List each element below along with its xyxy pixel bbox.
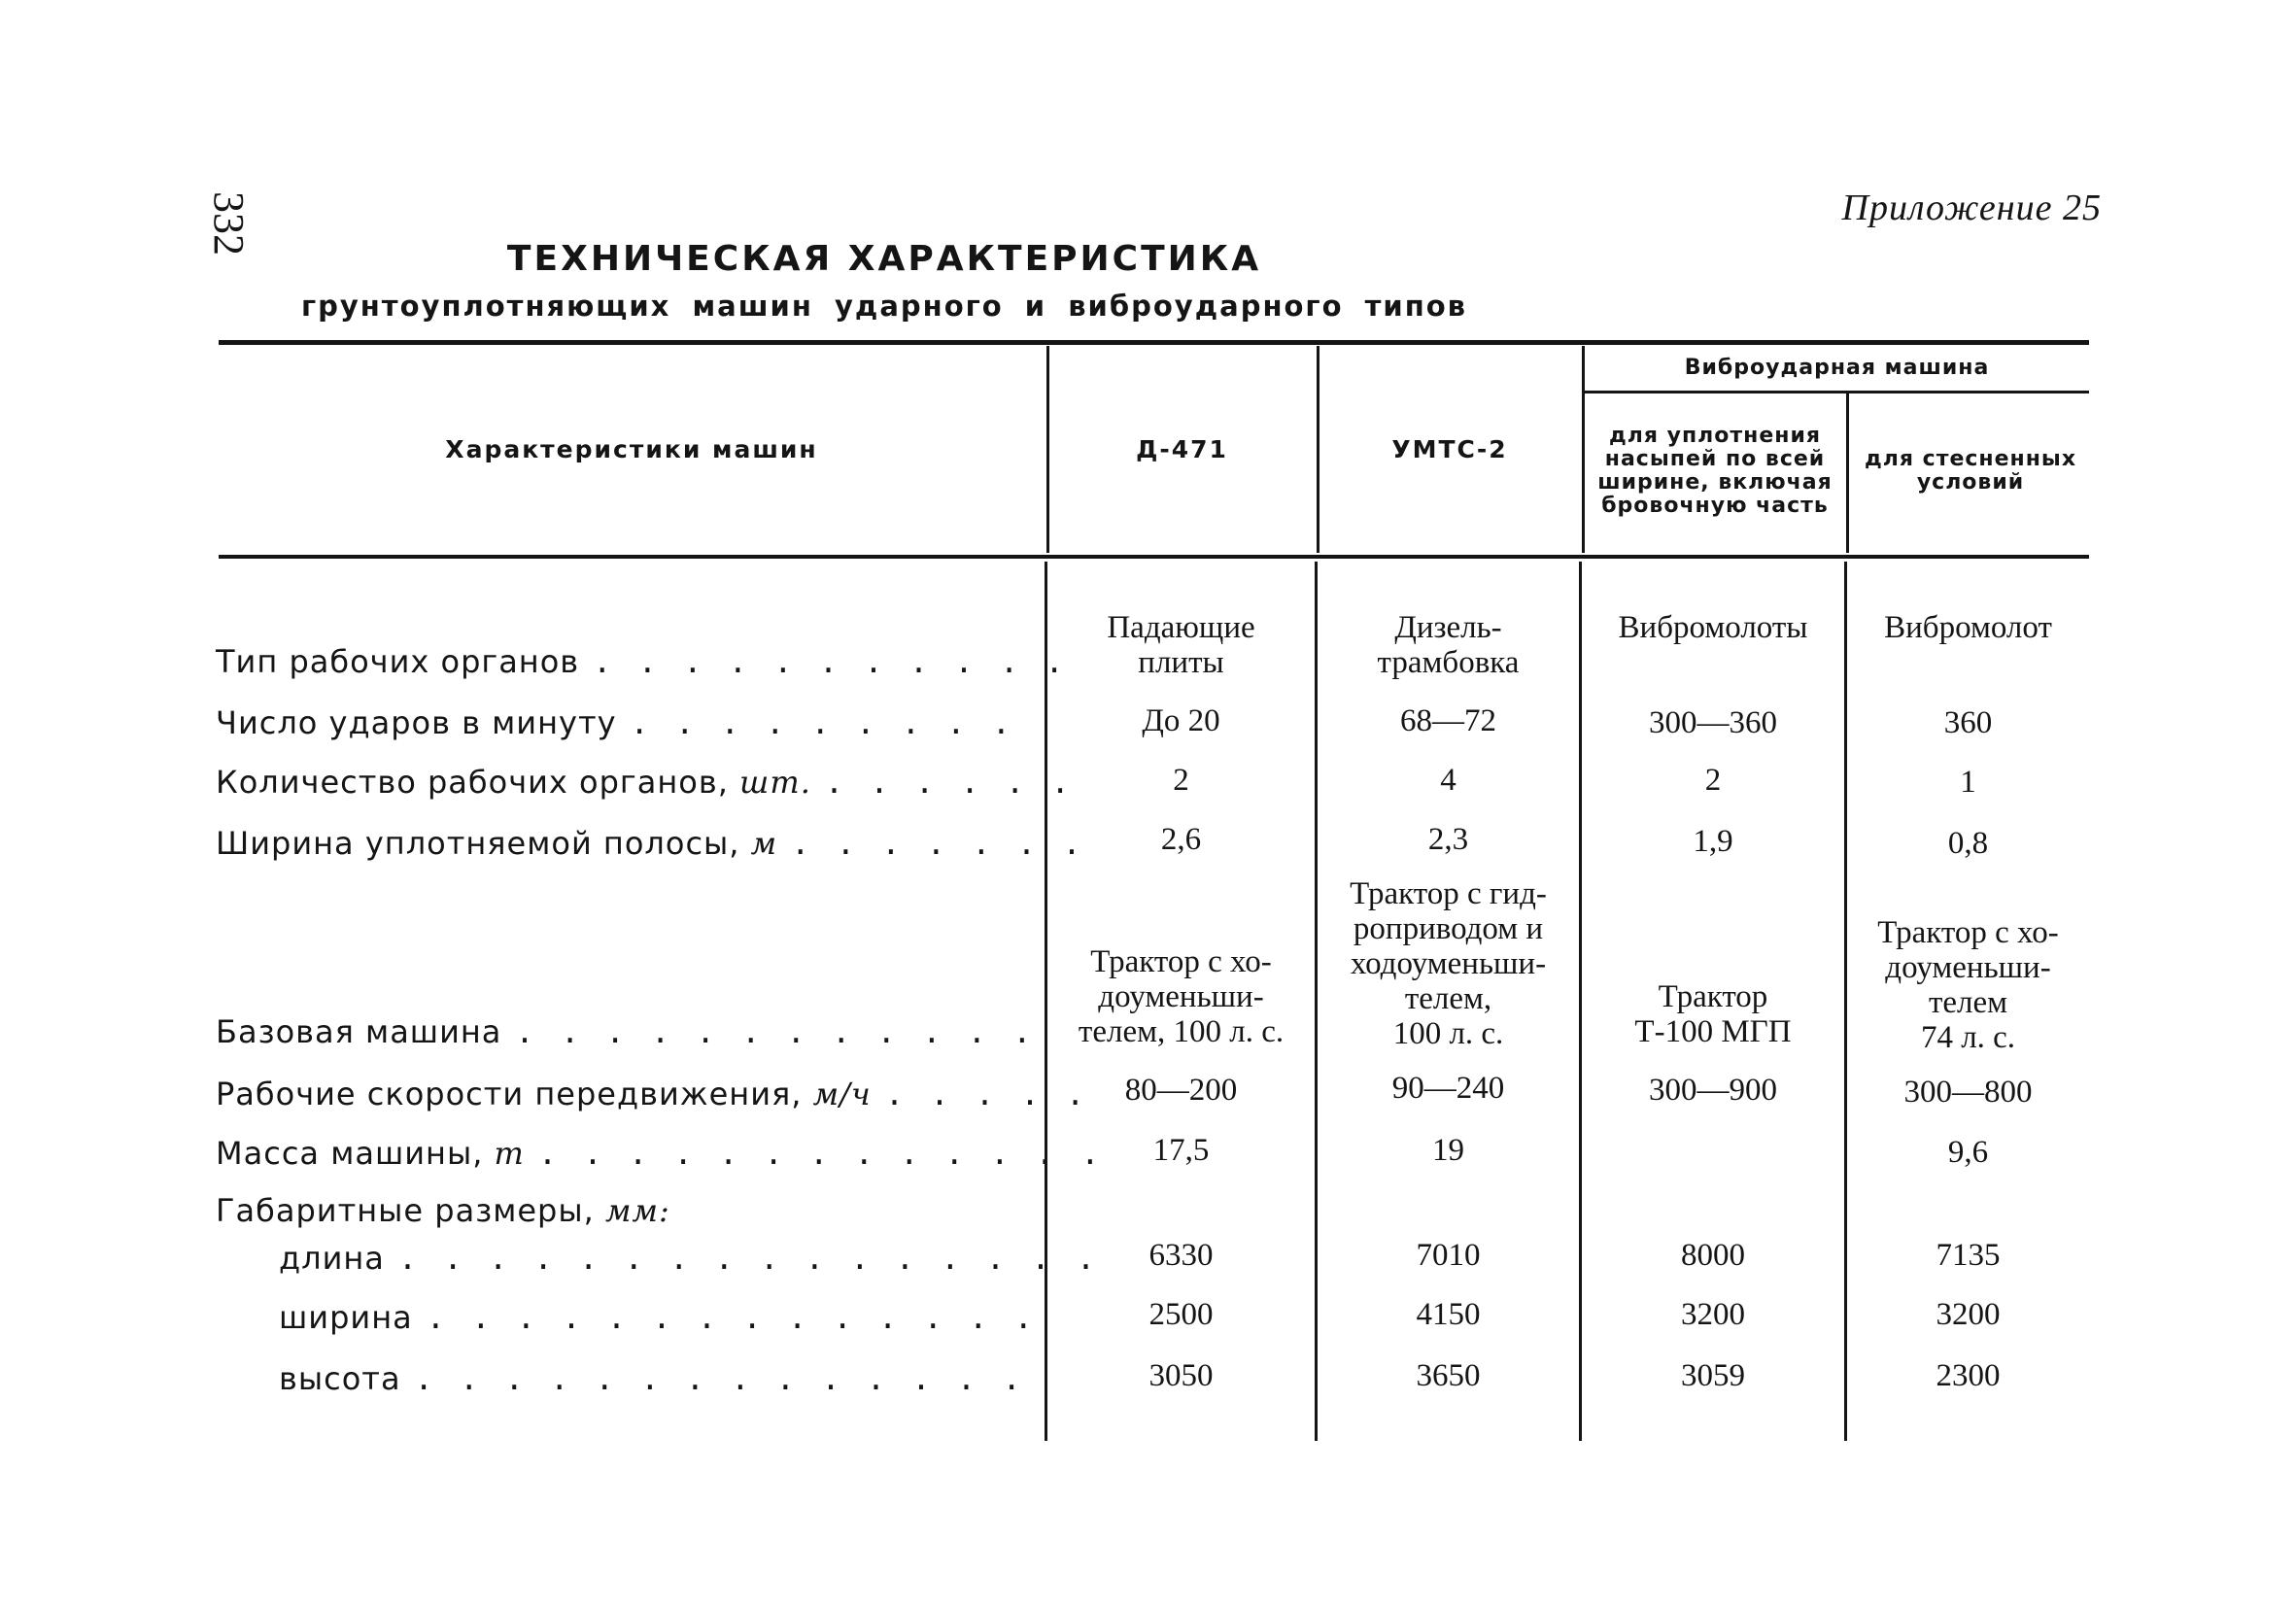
row-label-blows: Число ударов в минуту . . . . . . . . . <box>216 704 1015 741</box>
header-characteristics: Характеристики машин <box>445 434 818 463</box>
row-label-breadth: ширина . . . . . . . . . . . . . . <box>279 1299 1037 1336</box>
header-vibro-tight: для стесненных условий <box>1864 446 2077 495</box>
cell-width-d471: 2,6 <box>1160 822 1202 857</box>
cell-mass-d471: 17,5 <box>1152 1133 1210 1168</box>
cell-speed-vibro-full: 300—900 <box>1649 1073 1777 1108</box>
cell-base-vibro-full: Трактор Т-100 МГП <box>1634 979 1792 1049</box>
row-label-length: длина . . . . . . . . . . . . . . . . <box>279 1240 1100 1277</box>
cell-base-umts2: Трактор с гид- роприводом и ходоуменьши- телем, 100 л. с. <box>1350 876 1547 1051</box>
cell-breadth-umts2: 4150 <box>1416 1297 1481 1332</box>
header-d471: Д-471 <box>1136 434 1228 463</box>
page-title: ТЕХНИЧЕСКАЯ ХАРАКТЕРИСТИКА <box>506 239 1262 279</box>
row-label-count: Количество рабочих органов, шт. . . . . . . <box>216 764 1074 801</box>
page-subtitle: грунтоуплотняющих машин ударного и виброударного типов <box>300 290 1468 323</box>
cell-base-vibro-tight: Трактор с хо- доуменьши- телем 74 л. с. <box>1877 915 2059 1055</box>
cell-count-d471: 2 <box>1173 763 1189 798</box>
cell-blows-vibro-full: 300—360 <box>1649 705 1777 740</box>
cell-count-umts2: 4 <box>1440 763 1456 798</box>
header-vibro-group: Виброударная машина <box>1684 355 1990 380</box>
header-vibro-full: для уплотнения насыпей по всей ширине, включая бровочную часть <box>1597 423 1833 519</box>
cell-length-umts2: 7010 <box>1416 1238 1481 1273</box>
cell-length-d471: 6330 <box>1148 1238 1214 1273</box>
cell-height-vibro-full: 3059 <box>1681 1358 1745 1393</box>
cell-width-umts2: 2,3 <box>1427 822 1469 857</box>
cell-work-type-umts2: Дизель- трамбовка <box>1377 610 1520 680</box>
table-top-rule <box>219 340 2089 345</box>
cell-work-type-d471: Падающие плиты <box>1107 610 1255 680</box>
row-label-width: Ширина уплотняемой полосы, м . . . . . . . <box>216 825 1085 862</box>
row-label-base: Базовая машина . . . . . . . . . . . . <box>216 1013 1036 1050</box>
cell-breadth-vibro-full: 3200 <box>1681 1297 1745 1332</box>
cell-base-d471: Трактор с хо- доуменьши- телем, 100 л. с. <box>1078 944 1285 1049</box>
row-label-dims: Габаритные размеры, мм: <box>216 1192 670 1229</box>
cell-height-d471: 3050 <box>1148 1358 1214 1393</box>
cell-speed-d471: 80—200 <box>1124 1073 1238 1108</box>
appendix-label: Приложение 25 <box>1841 188 2102 228</box>
cell-mass-vibro-tight: 9,6 <box>1947 1135 1989 1170</box>
header-bottom-rule <box>219 555 2089 559</box>
cell-breadth-d471: 2500 <box>1148 1297 1214 1332</box>
cell-length-vibro-full: 8000 <box>1681 1238 1745 1273</box>
header-umts2: УМТС-2 <box>1391 434 1508 463</box>
cell-width-vibro-tight: 0,8 <box>1947 826 1989 861</box>
cell-blows-d471: До 20 <box>1142 703 1220 738</box>
header-divider <box>1846 393 1849 553</box>
cell-count-vibro-tight: 1 <box>1960 765 1976 800</box>
cell-count-vibro-full: 2 <box>1704 763 1722 798</box>
row-label-work-type: Тип рабочих органов . . . . . . . . . . . <box>216 643 1068 680</box>
cell-width-vibro-full: 1,9 <box>1693 824 1733 859</box>
page-number: 332 <box>205 191 253 256</box>
cell-blows-umts2: 68—72 <box>1400 703 1496 738</box>
cell-height-umts2: 3650 <box>1416 1358 1481 1393</box>
cell-work-type-vibro-full: Вибромолоты <box>1618 610 1808 645</box>
cell-breadth-vibro-tight: 3200 <box>1936 1297 2001 1332</box>
cell-height-vibro-tight: 2300 <box>1936 1358 2001 1393</box>
group-header-rule <box>1584 391 2089 393</box>
cell-blows-vibro-tight: 360 <box>1943 705 1993 740</box>
row-label-mass: Масса машины, т . . . . . . . . . . . . . <box>216 1135 1104 1172</box>
cell-length-vibro-tight: 7135 <box>1936 1238 2001 1273</box>
row-label-height: высота . . . . . . . . . . . . . . <box>279 1360 1025 1397</box>
cell-mass-umts2: 19 <box>1432 1133 1464 1168</box>
cell-work-type-vibro-tight: Вибромолот <box>1884 610 2052 645</box>
cell-speed-vibro-tight: 300—800 <box>1903 1075 2033 1110</box>
cell-speed-umts2: 90—240 <box>1391 1071 1505 1106</box>
row-label-speed: Рабочие скорости передвижения, м/ч . . . . . <box>216 1076 1089 1112</box>
